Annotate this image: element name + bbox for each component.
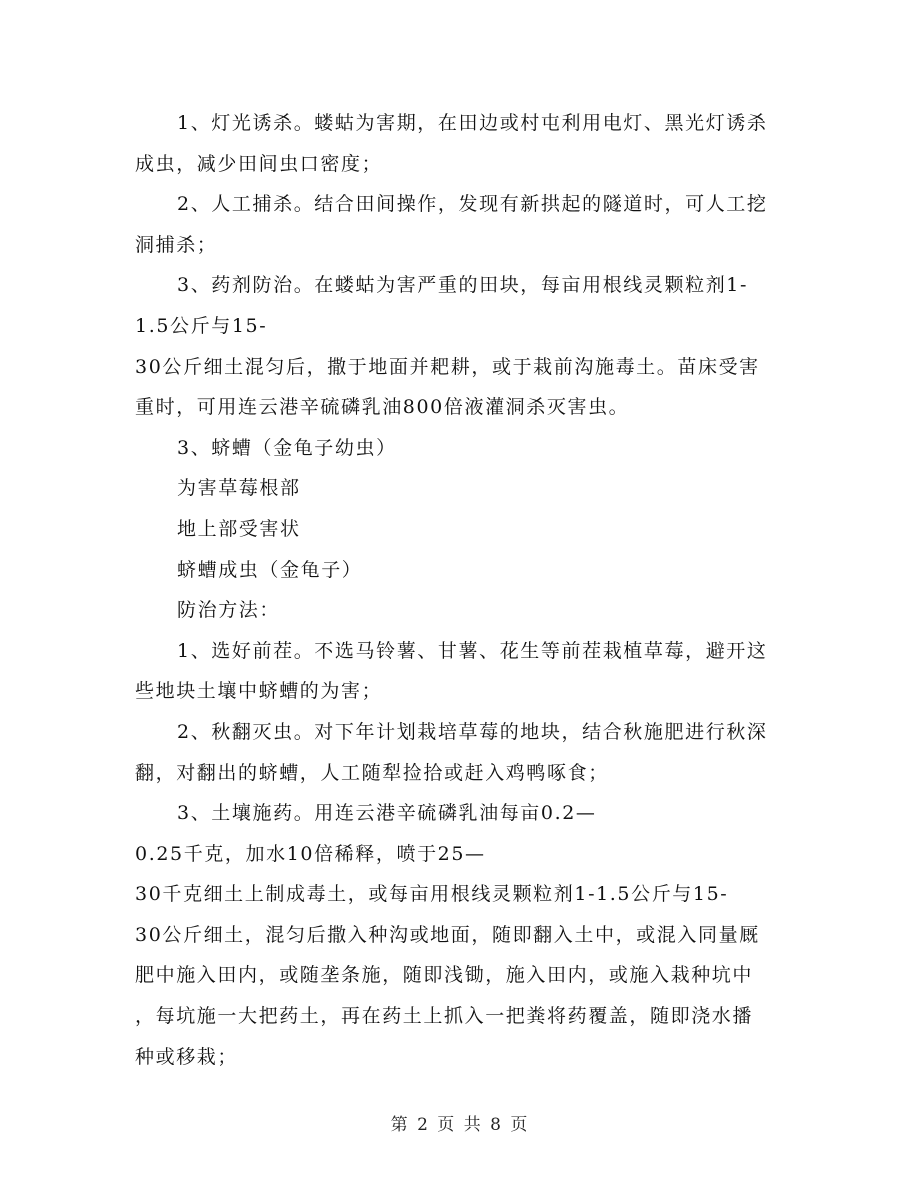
paragraph-line: 30公斤细土混匀后，撒于地面并耙耕，或于栽前沟施毒土。苗床受害 [135,355,760,378]
paragraph-line: 成虫，减少田间虫口密度； [135,152,383,175]
paragraph-line: 些地块土壤中蛴螬的为害； [135,680,383,703]
paragraph-line: 0.25千克，加水10倍稀释，喷于25— [135,842,486,865]
paragraph-line: 30千克细土上制成毒土，或每亩用根线灵颗粒剂1-1.5公斤与15- [135,883,729,906]
section-heading: 3、蛴螬（金龟子幼虫） [177,436,397,459]
paragraph-line: 洞捕杀； [135,233,218,256]
paragraph-line: 1、选好前茬。不选马铃薯、甘薯、花生等前茬栽植草莓，避开这 [177,639,768,662]
paragraph-line: 1.5公斤与15- [135,314,268,337]
paragraph-line: 30公斤细土，混匀后撒入种沟或地面，随即翻入土中，或混入同量厩 [135,923,760,946]
document-body [135,103,795,1077]
paragraph-line: 3、土壤施药。用连云港辛硫磷乳油每亩0.2— [177,802,597,825]
paragraph-line: 重时，可用连云港辛硫磷乳油800倍液灌洞杀灭害虫。 [135,396,630,419]
paragraph-line: 1、灯光诱杀。蝼蛄为害期，在田边或村屯利用电灯、黑光灯诱杀 [177,112,768,134]
image-caption: 蛴螬成虫（金龟子） [177,558,363,581]
paragraph-line: 2、人工捕杀。结合田间操作，发现有新拱起的隧道时，可人工挖 [177,193,768,216]
image-caption: 地上部受害状 [177,517,301,540]
paragraph-line: 2、秋翻灭虫。对下年计划栽培草莓的地块，结合秋施肥进行秋深 [177,720,768,743]
paragraph-line: 3、药剂防治。在蝼蛄为害严重的田块，每亩用根线灵颗粒剂1- [177,274,748,297]
paragraph-line: 肥中施入田内，或随垄条施，随即浅锄，施入田内，或施入栽种坑中 [135,964,754,987]
paragraph-line: ，每坑施一大把药土，再在药土上抓入一把粪将药覆盖，随即浇水播 [135,1005,754,1028]
paragraph-line: 翻，对翻出的蛴螬，人工随犁捡拾或赶入鸡鸭啄食； [135,761,609,784]
paragraph-line: 种或移栽； [135,1045,239,1068]
image-caption: 为害草莓根部 [177,477,301,500]
page-number-footer: 第 2 页 共 8 页 [390,1115,530,1135]
subsection-heading: 防治方法： [177,599,281,622]
